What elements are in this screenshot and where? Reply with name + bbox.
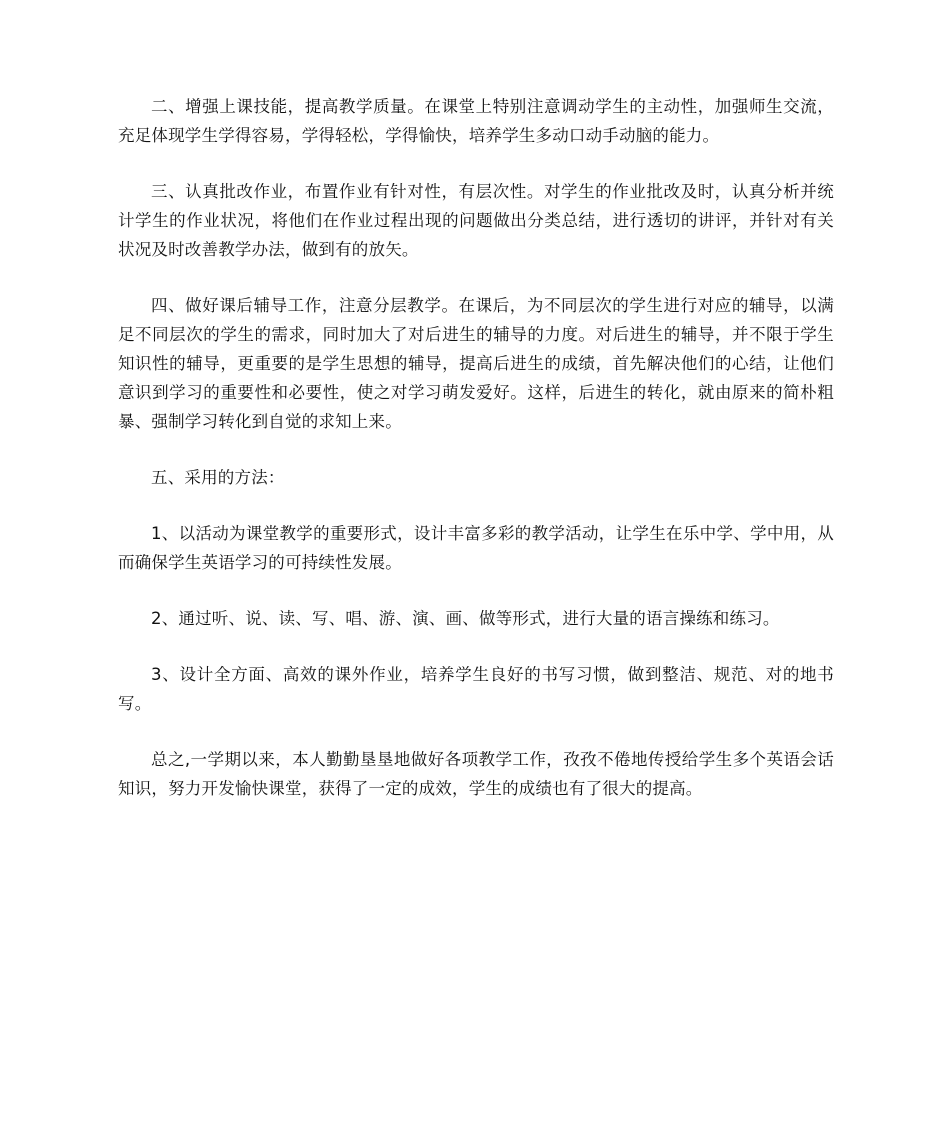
paragraph-method-2: 2、通过听、说、读、写、唱、游、演、画、做等形式，进行大量的语言操练和练习。 [151,609,780,628]
paragraph-2-teaching-skills: 二、增强上课技能，提高教学质量。在课堂上特别注意调动学生的主动性，加强师生交流，充足体现学生学得容易，学得轻松，学得愉快，培养学生多动口动手动脑的能力。 [118,97,834,145]
paragraph-method-3: 3、设计全方面、高效的课外作业，培养学生良好的书写习惯，做到整洁、规范、对的地书写。 [118,665,834,713]
paragraph-method-1: 1、以活动为课堂教学的重要形式，设计丰富多彩的教学活动，让学生在乐中学、学中用，从而确保学生英语学习的可持续性发展。 [118,524,834,572]
paragraph-summary: 总之,一学期以来，本人勤勤垦垦地做好各项教学工作，孜孜不倦地传授给学生多个英语会话知识，努力开发愉快课堂，获得了一定的成效，学生的成绩也有了很大的提高。 [118,750,834,798]
paragraph-4-after-class-tutoring: 四、做好课后辅导工作，注意分层教学。在课后，为不同层次的学生进行对应的辅导，以满足不同层次的学生的需求，同时加大了对后进生的辅导的力度。对后进生的辅导，并不限于学生知识性的辅导，更重要的是学生思想的辅导，提高后进生的成绩，首先解决他们的心结，让他们意识到学习的重要性和必要性，使之对学习萌发爱好。这样，后进生的转化，就由原来的简朴粗暴、强制学习转化到自觉的求知上来。 [118,296,834,431]
paragraph-3-homework-correction: 三、认真批改作业，布置作业有针对性，有层次性。对学生的作业批改及时，认真分析并统计学生的作业状况，将他们在作业过程出现的问题做出分类总结，进行透切的讲评，并针对有关状况及时改善教学办法，做到有的放矢。 [118,182,834,259]
paragraph-5-methods-heading: 五、采用的方法： [151,468,285,487]
